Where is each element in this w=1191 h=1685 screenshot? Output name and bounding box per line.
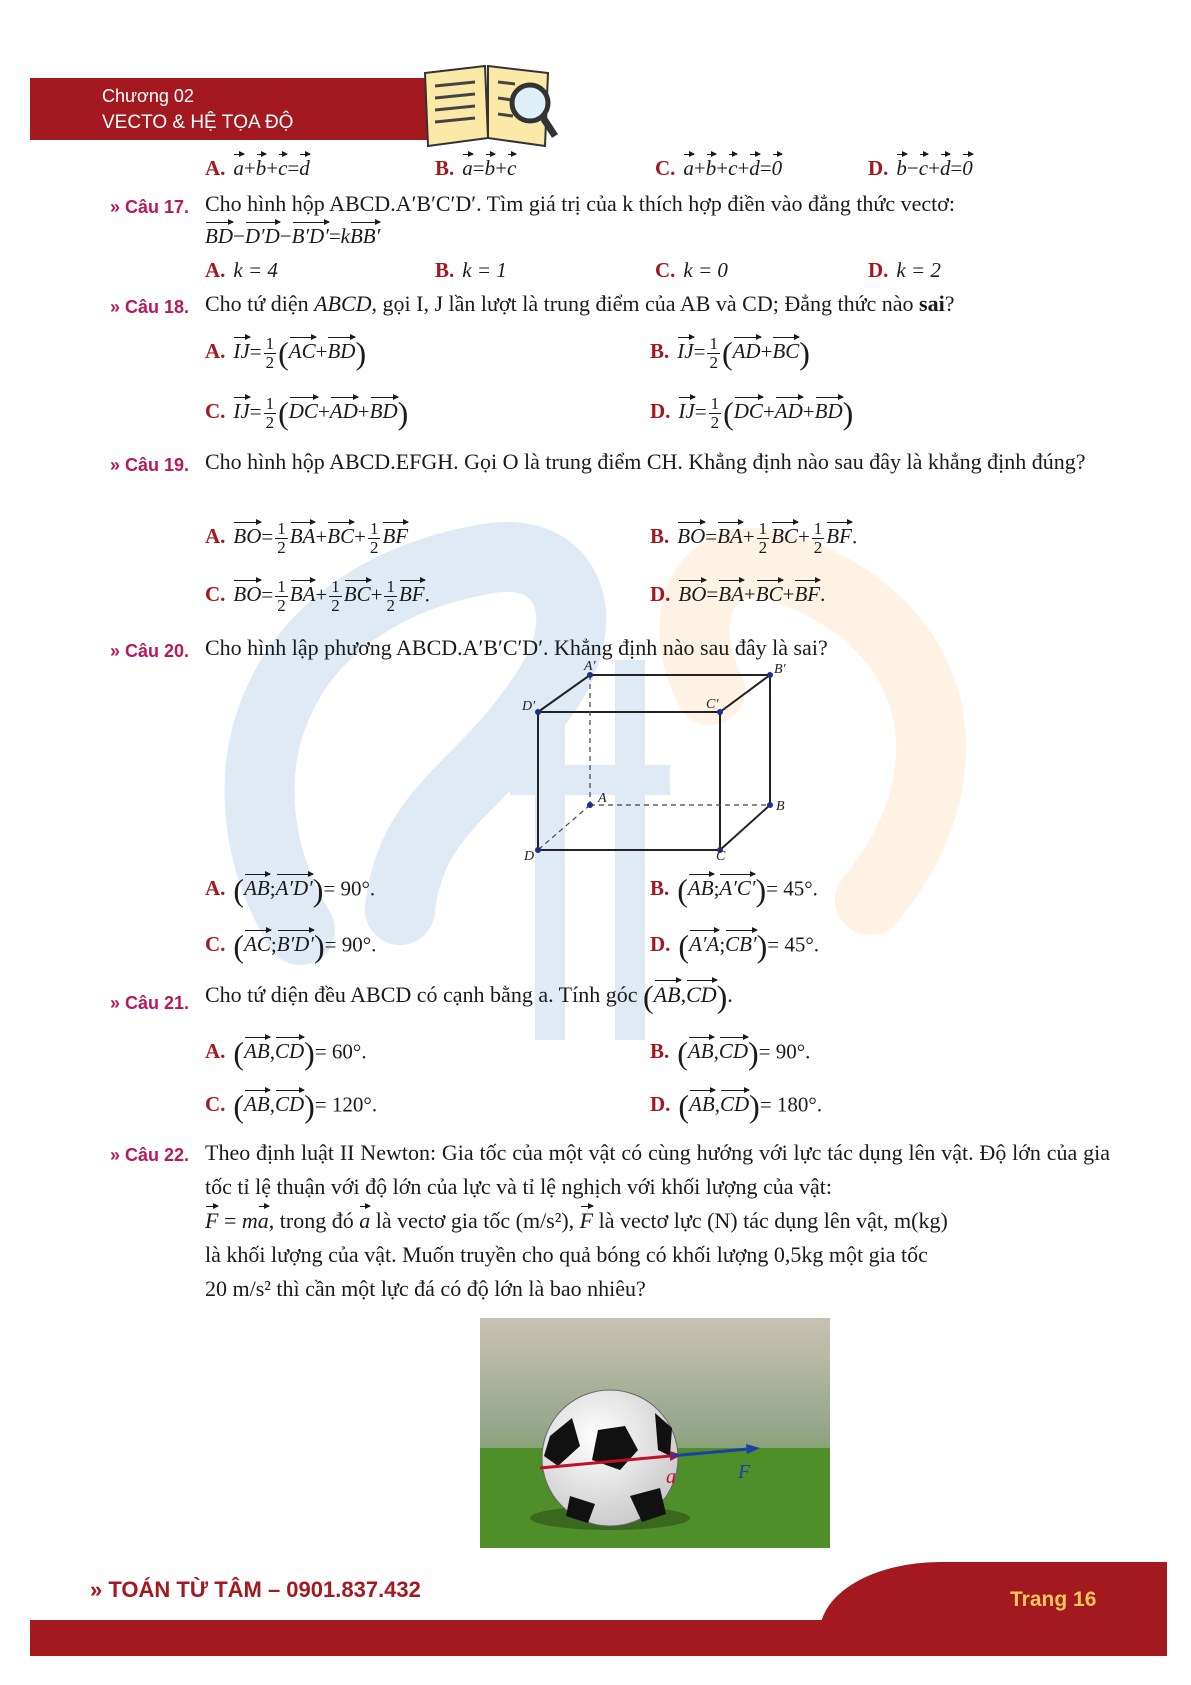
vertex-d: D	[524, 849, 535, 860]
question-text: Cho hình hộp ABCD.EFGH. Gọi O là trung điểm CH. Khẳng định nào sau đây là khẳng định đúng?	[205, 449, 1086, 474]
q21-option-c: C. (AB,CD)= 120°.	[205, 1088, 378, 1124]
question-text	[205, 1136, 1110, 1306]
prev-option-d: D. b−c+d=0	[868, 152, 973, 181]
vertex-d-prime: D′	[522, 699, 536, 714]
prev-option-a: A. a+b+c=d	[205, 152, 310, 181]
chapter-label: Chương 02	[102, 86, 194, 106]
question-number: » Câu 17.	[110, 197, 190, 217]
question-text: Cho hình lập phương ABCD.A′B′C′D′. Khẳng định nào sau đây là sai?	[205, 635, 828, 660]
question-text: Cho tứ diện ABCD, gọi I, J lần lượt là trung điểm của AB và CD; Đẳng thức nào sai?	[205, 291, 955, 316]
q19-option-b: B. BO=BA+ $\frac{1}{2}$ BC+ $\frac{1}{2}$ BF.	[650, 519, 858, 557]
accel-label: a	[666, 1466, 676, 1488]
q21-option-d: D. (AB,CD)= 180°.	[650, 1088, 823, 1124]
vertex-a: A	[598, 791, 607, 806]
question-number: » Câu 20.	[110, 641, 190, 661]
prev-option-b: B. a=b+c	[435, 152, 516, 181]
page-number: Trang 16	[1010, 1588, 1097, 1611]
top-face	[538, 675, 770, 712]
chapter-banner	[30, 78, 480, 140]
vertex-b-prime: B′	[774, 662, 786, 677]
equation: BD−D′D−B′D′=kBB′	[205, 220, 380, 252]
q22-paragraph-4: 20 m/s² thì cần một lực đá có độ lớn là bao nhiêu?	[205, 1276, 646, 1301]
q19-option-a: A. BO= $\frac{1}{2}$ BA+BC+ $\frac{1}{2}$ BF	[205, 519, 409, 557]
q17-option-c: C. k = 0	[655, 258, 728, 282]
q17-option-b: B. k = 1	[435, 258, 507, 282]
force-label: F	[738, 1461, 751, 1483]
q20-option-a: A. (AB;A′D′)= 90°.	[205, 872, 376, 908]
q20-option-c: C. (AC;B′D′)= 90°.	[205, 928, 377, 964]
q17-option-d: D. k = 2	[868, 258, 941, 282]
chapter-title: VECTO & HỆ TỌA ĐỘ	[102, 112, 294, 133]
footer-bar	[30, 1620, 1167, 1656]
cube-diagram	[510, 660, 810, 860]
book-magnifier-icon	[420, 58, 560, 153]
q18-option-c: C. IJ= $\frac{1}{2}$ (DC+AD+BD)	[205, 394, 409, 432]
question-number: » Câu 22.	[110, 1145, 190, 1165]
prev-option-c: C. a+b+c+d=0	[655, 152, 782, 181]
vertex-b: B	[776, 799, 785, 814]
q18-option-a: A. IJ= $\frac{1}{2}$ (AC+BD)	[205, 334, 367, 372]
q19-option-d: D. BO=BA+BC+BF.	[650, 578, 825, 607]
q20-option-b: B. (AB;A′C′)= 45°.	[650, 872, 818, 908]
question-number: » Câu 18.	[110, 297, 190, 317]
q20-option-d: D. (A′A;CB′)= 45°.	[650, 928, 820, 964]
vertex-c-prime: C′	[706, 697, 719, 712]
footer-contact: » TOÁN TỪ TÂM – 0901.837.432	[90, 1577, 421, 1602]
q21-option-a: A. (AB,CD)= 60°.	[205, 1035, 367, 1071]
question-number: » Câu 19.	[110, 455, 190, 475]
q18-option-d: D. IJ= $\frac{1}{2}$ (DC+AD+BD)	[650, 394, 854, 432]
football-image	[480, 1318, 830, 1548]
q21-option-b: B. (AB,CD)= 90°.	[650, 1035, 811, 1071]
q22-paragraph-2: F = ma, trong đó a là vectơ gia tốc (m/s²), F là vectơ lực (N) tác dụng lên vật, m(kg)	[205, 1204, 1110, 1238]
q17-option-a: A. k = 4	[205, 258, 278, 282]
q19-option-c: C. BO= $\frac{1}{2}$ BA+ $\frac{1}{2}$ BC+ $\frac{1}{2}$ BF.	[205, 577, 430, 615]
question-text: Cho hình hộp ABCD.A′B′C′D′. Tìm giá trị của k thích hợp điền vào đẳng thức vectơ:	[205, 191, 956, 216]
vertex-a-prime: A′	[584, 660, 596, 674]
question-text: Cho tứ diện đều ABCD có cạnh bằng a. Tính góc (AB,CD).	[205, 978, 733, 1015]
q22-paragraph-3: là khối lượng của vật. Muốn truyền cho quả bóng có khối lượng 0,5kg một gia tốc	[205, 1242, 928, 1267]
q18-option-b: B. IJ= $\frac{1}{2}$ (AD+BC)	[650, 334, 810, 372]
q22-paragraph-1: Theo định luật II Newton: Gia tốc của một vật có cùng hướng với lực tác dụng lên vật. Độ lớn của gia tốc tỉ lệ thuận với độ lớn của lực và tỉ lệ nghịch với khối lượng của vật:	[205, 1140, 1110, 1199]
vertex-c: C	[716, 849, 726, 860]
question-number: » Câu 21.	[110, 993, 190, 1013]
